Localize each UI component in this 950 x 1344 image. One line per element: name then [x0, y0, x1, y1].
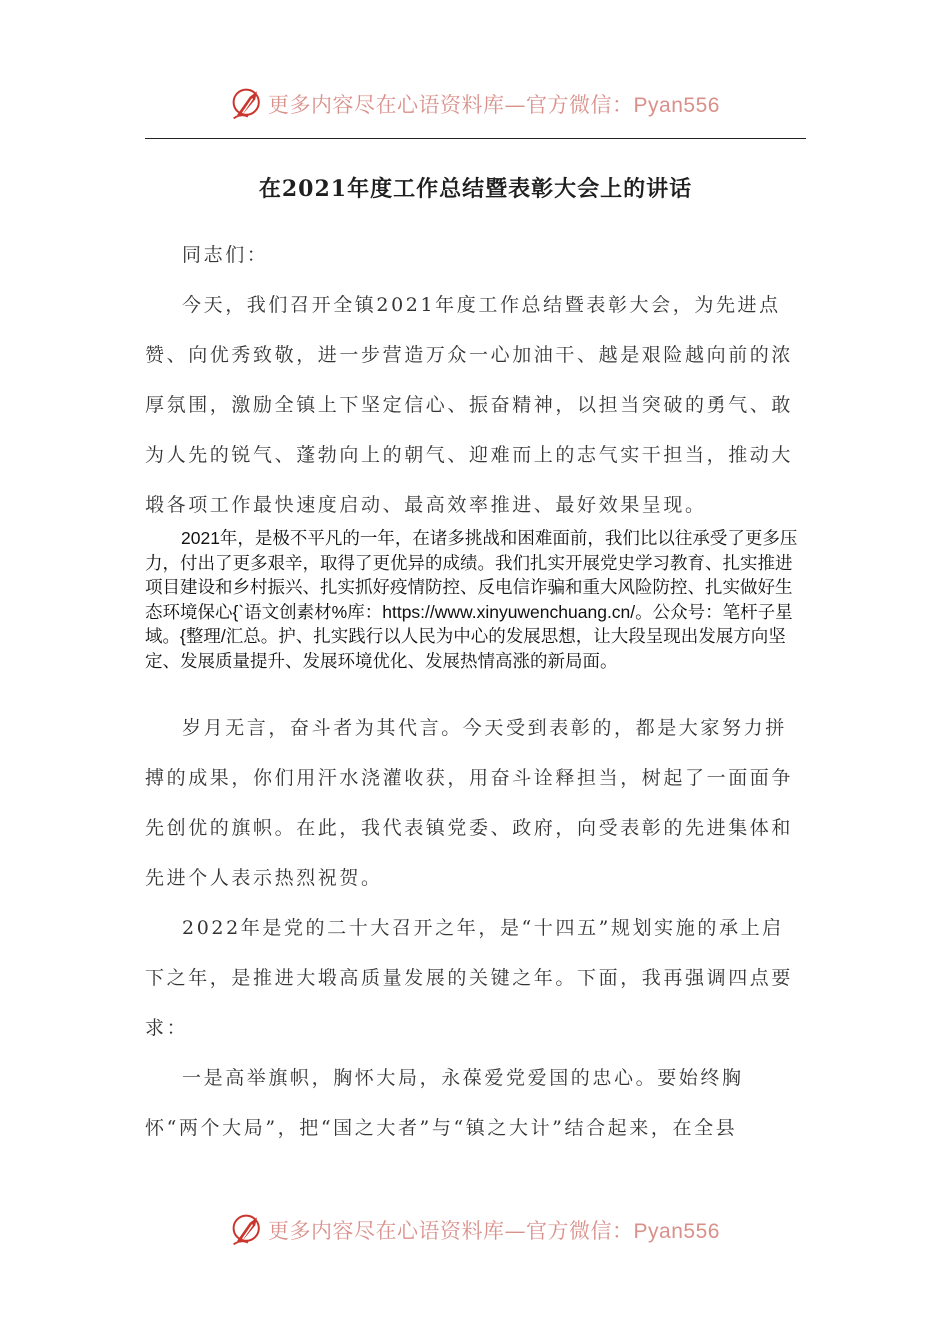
footer-brand-handle: Pyan556: [633, 1220, 720, 1243]
greeting: 同志们：: [182, 244, 269, 266]
footer-brand-text: 更多内容尽在心语资料库—官方微信：Pyan556: [268, 1219, 720, 1243]
document-title: 在2021年度工作总结暨表彰大会上的讲话: [258, 176, 693, 202]
paragraph-5: 一是高举旗帜，胸怀大局，永葆爱党爱国的忠心。要始终胸怀“两个大局”，把“国之大者”与“镇之大计”结合起来，在全县: [145, 1067, 744, 1139]
paragraph-3: 岁月无言，奋斗者为其代言。今天受到表彰的，都是大家努力拼搏的成果，你们用汗水浇灌收获，用奋斗诠释担当，树起了一面面争先创优的旗帜。在此，我代表镇党委、政府，向受表彰的先进集体和先进个人表示热烈祝贺。: [145, 717, 794, 889]
paragraph-1: 今天，我们召开全镇2021年度工作总结暨表彰大会，为先进点赞、向优秀致敬，进一步营造万众一心加油干、越是艰险越向前的浓厚氛围，激励全镇上下坚定信心、振奋精神，以担当突破的勇气、敢为人先的锐气、蓬勃向上的朝气、迎难而上的志气实干担当，推动大塅各项工作最快速度启动、最高效率推进、最好效果呈现。: [145, 294, 794, 516]
header-brand-handle: Pyan556: [633, 94, 720, 117]
pen-nib-logo-icon: [230, 86, 266, 122]
header-divider: [145, 138, 806, 139]
footer-watermark: [0, 1210, 950, 1250]
header-watermark: [0, 84, 950, 124]
header-brand-text: 更多内容尽在心语资料库—官方微信：Pyan556: [268, 93, 720, 117]
paragraph-2: 2021年，是极不平凡的一年，在诸多挑战和困难面前，我们比以往承受了更多压力，付出了更多艰辛，取得了更优异的成绩。我们扎实开展党史学习教育、扎实推进项目建设和乡村振兴、扎实抓好疫情防控、反电信诈骗和重大风险防控、扎实做好生态环境保心{`语文创素材%库：https://www.xinyuwenchuang.cn/。公众号：笔杆子星域。{整理/汇总。护、扎实践行以人民为中心的发展思想，让大段呈现出发展方向坚定、发展质量提升、发展环境优化、发展热情高涨的新局面。: [145, 528, 798, 671]
paragraph-4: 2022年是党的二十大召开之年，是“十四五”规划实施的承上启下之年，是推进大塅高质量发展的关键之年。下面，我再强调四点要求：: [145, 917, 794, 1039]
pen-nib-logo-icon: [230, 1212, 266, 1248]
